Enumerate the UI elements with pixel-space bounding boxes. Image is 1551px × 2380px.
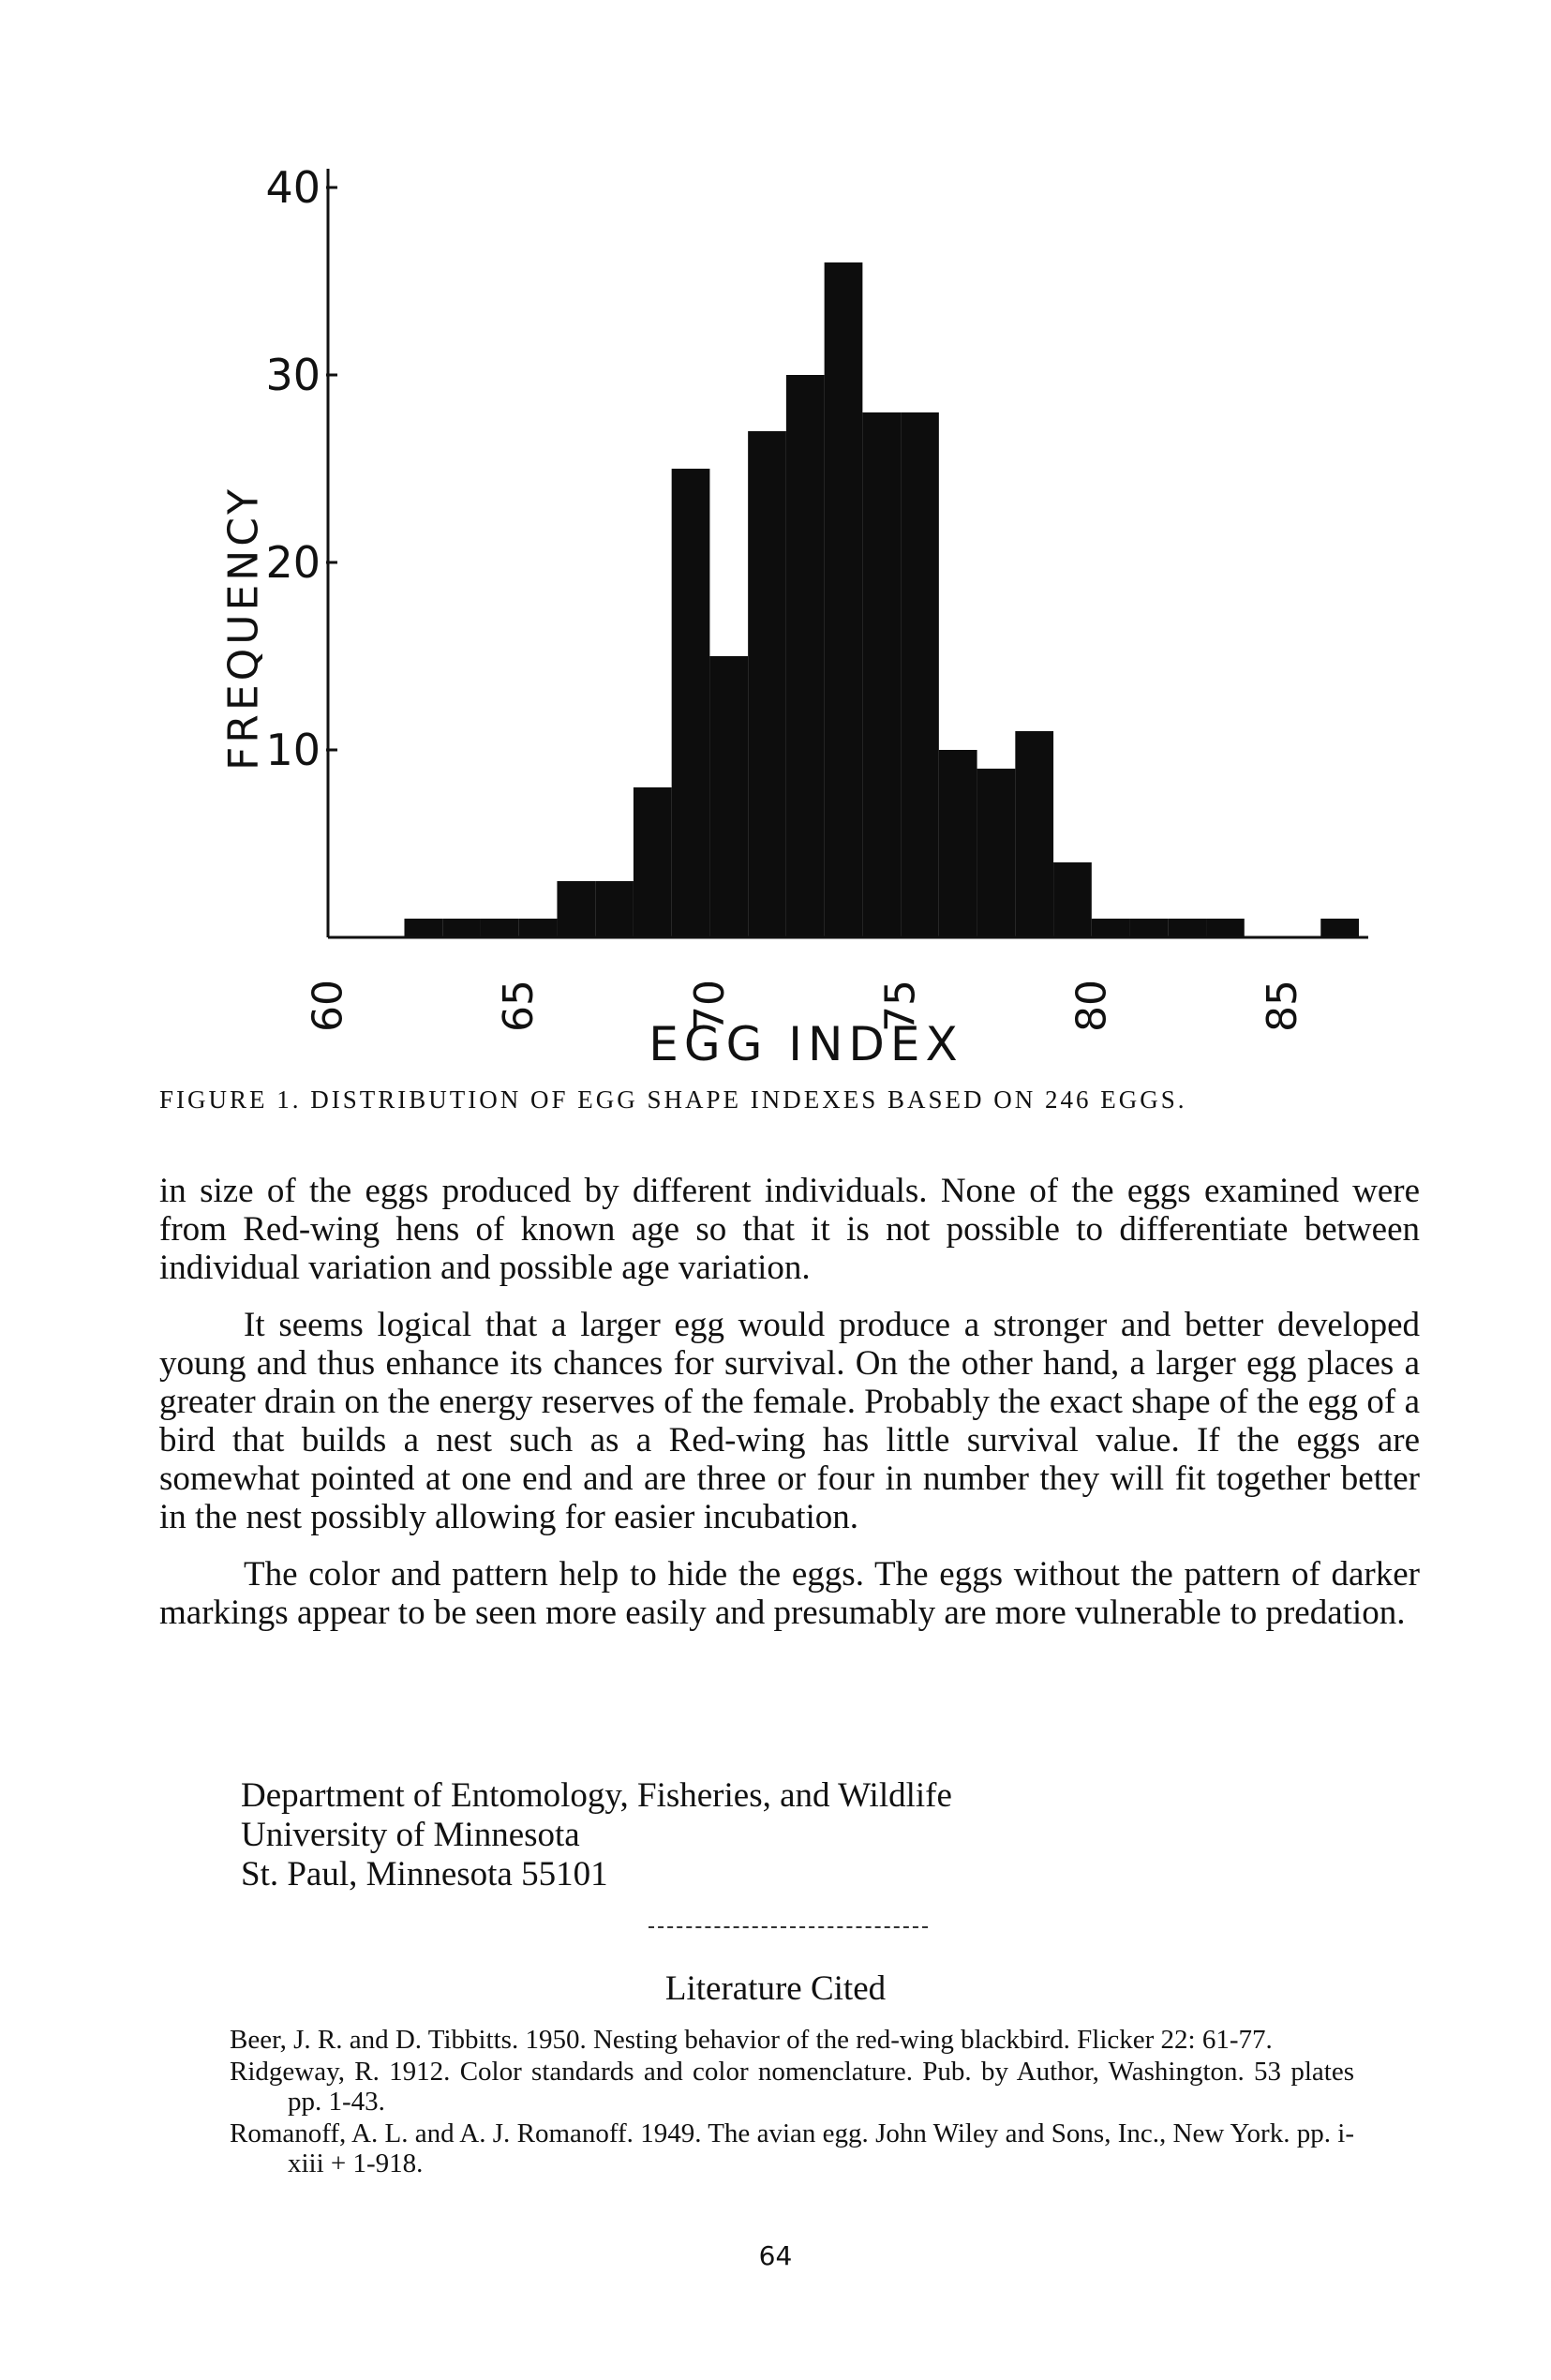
address-city: St. Paul, Minnesota 55101 — [241, 1855, 608, 1894]
y-tick-label: 20 — [265, 537, 321, 588]
histogram-bar — [939, 750, 977, 937]
histogram-bar — [1015, 731, 1053, 937]
histogram-bar — [404, 919, 442, 937]
histogram-bar — [862, 412, 901, 937]
histogram-bar — [672, 469, 710, 937]
y-tick-label: 10 — [265, 725, 321, 775]
histogram-bar — [901, 412, 939, 937]
x-tick-label: 70 — [685, 980, 734, 1032]
x-tick-label: 85 — [1259, 980, 1307, 1032]
references-list — [230, 2025, 1354, 2180]
histogram-bar — [1092, 919, 1130, 937]
literature-cited-heading: Literature Cited — [664, 1969, 887, 2008]
histogram-bar — [442, 919, 481, 937]
page-number: 64 — [758, 2240, 793, 2271]
x-tick-label: 75 — [876, 980, 925, 1032]
histogram-bar — [1053, 862, 1092, 937]
histogram-bar — [1168, 919, 1206, 937]
reference-item: Romanoff, A. L. and A. J. Romanoff. 1949. The avian egg. John Wiley and Sons, Inc., New York. pp. i-xiii + 1-918. — [230, 2118, 1354, 2178]
y-tick-label: 30 — [265, 350, 321, 400]
figure-caption: FIGURE 1. DISTRIBUTION OF EGG SHAPE INDEXES BASED ON 246 EGGS. — [159, 1085, 1187, 1114]
histogram-bar — [1206, 919, 1245, 937]
histogram-svg — [225, 159, 1387, 1032]
histogram-bar — [634, 787, 672, 937]
y-tick-label: 40 — [265, 162, 321, 213]
histogram-bar — [481, 919, 519, 937]
body-text — [159, 1172, 1420, 1651]
histogram-bar — [977, 769, 1016, 937]
x-tick-label: 65 — [495, 980, 544, 1032]
histogram-bar — [1130, 919, 1169, 937]
x-tick-label: 80 — [1067, 980, 1116, 1032]
address-department: Department of Entomology, Fisheries, and Wildlife — [241, 1776, 952, 1815]
paragraph-3: The color and pattern help to hide the eggs. The eggs without the pattern of darker markings appear to be seen more easily and presumably are more vulnerable to predation. — [159, 1555, 1420, 1632]
reference-item: Ridgeway, R. 1912. Color standards and color nomenclature. Pub. by Author, Washington. 53 plates pp. 1-43. — [230, 2057, 1354, 2117]
reference-item: Beer, J. R. and D. Tibbitts. 1950. Nesting behavior of the red-wing blackbird. Flicker 22: 61-77. — [230, 2025, 1273, 2055]
address-university: University of Minnesota — [241, 1816, 580, 1854]
histogram-bar — [748, 431, 786, 937]
histogram-bar — [557, 881, 595, 937]
histogram-bar — [709, 656, 748, 937]
figure-1-histogram — [219, 159, 1387, 1078]
section-divider — [649, 1926, 928, 1928]
author-address — [241, 1776, 952, 1894]
paragraph-2: It seems logical that a larger egg would produce a stronger and better developed young and thus enhance its chances for survival. On the other hand, a larger egg places a greater drain on the energy reserves of the female. Probably the exact shape of the egg of a bird that builds a nest such as a Red-wing has little survival value. If the eggs are somewhat pointed at one end and are three or four in number they will fit together better in the nest possibly allowing for easier incubation. — [159, 1306, 1420, 1536]
x-axis-label: EGG INDEX — [649, 1017, 963, 1071]
histogram-bar — [786, 375, 825, 937]
y-axis-label: FREQUENCY — [219, 485, 268, 771]
histogram-bar — [825, 262, 863, 937]
paragraph-1: in size of the eggs produced by different individuals. None of the eggs examined were from Red-wing hens of known age so that it is not possible to differentiate between individual variation and possible age variation. — [159, 1172, 1420, 1287]
histogram-bar — [519, 919, 558, 937]
x-tick-label: 60 — [304, 980, 352, 1032]
histogram-bar — [1320, 919, 1359, 937]
histogram-bar — [595, 881, 634, 937]
